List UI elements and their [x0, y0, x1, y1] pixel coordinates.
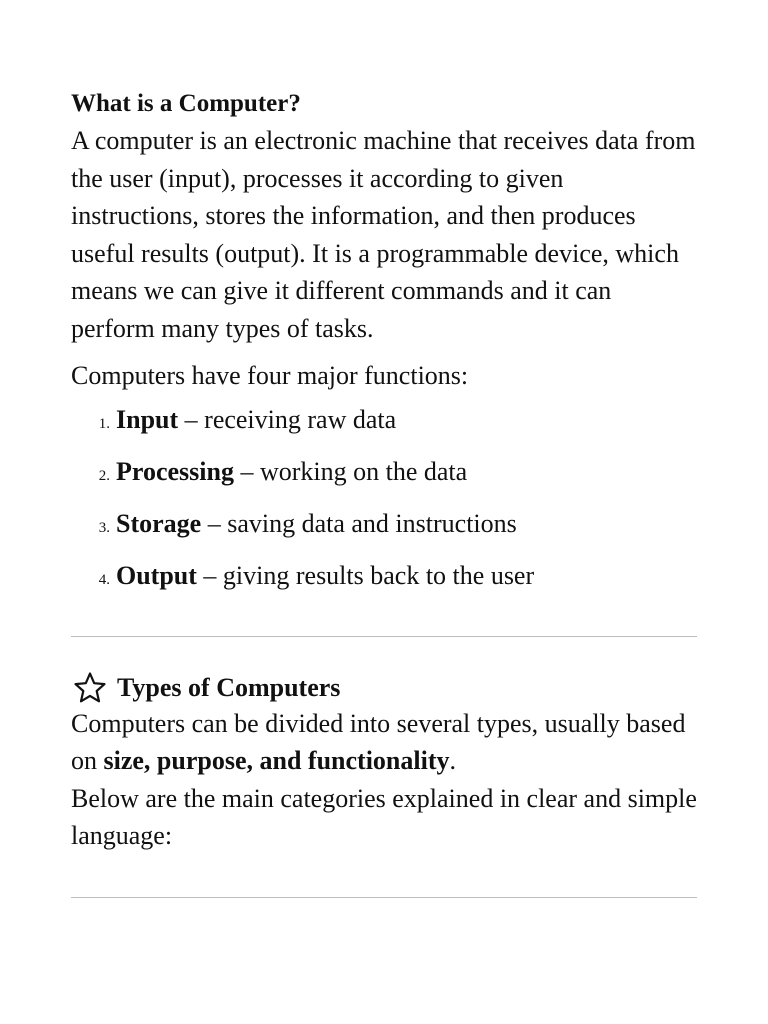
function-term: Storage — [116, 509, 202, 539]
function-description: – receiving raw data — [178, 405, 397, 435]
star-icon — [73, 671, 107, 705]
types-categories-paragraph: Below are the main categories explained in clear and simple language: — [71, 783, 697, 851]
types-intro-end: . — [449, 746, 456, 776]
function-description: – saving data and instructions — [201, 509, 517, 539]
list-number: 4. — [98, 572, 110, 589]
list-item — [71, 557, 697, 600]
functions-intro: Computers have four major functions: — [71, 360, 469, 390]
function-term: Processing — [116, 457, 234, 487]
function-term: Input — [116, 405, 179, 435]
types-intro-bold: size, purpose, and functionality — [103, 746, 450, 776]
list-item — [71, 505, 697, 548]
types-intro-paragraph — [71, 705, 697, 780]
function-description: – giving results back to the user — [196, 561, 535, 591]
list-number: 2. — [98, 468, 110, 485]
list-item — [71, 453, 697, 496]
computer-definition-paragraph: A computer is an electronic machine that receives data from the user (input), processes it according to given instructions, stores the information, and then produces useful results (output). It is a programmable device, which means we can give it different commands and it can perform many types of tasks. — [71, 126, 696, 343]
function-term: Output — [116, 561, 197, 591]
list-item — [71, 401, 697, 444]
function-description: – working on the data — [233, 457, 468, 487]
section-divider — [71, 636, 697, 637]
section-divider — [71, 897, 697, 898]
section-title: Types of Computers — [117, 672, 341, 702]
list-number: 3. — [98, 520, 110, 537]
section-heading-what-is-computer: What is a Computer? — [71, 90, 301, 117]
types-intro-text: Computers can be divided into several types, usually based on — [71, 708, 686, 776]
functions-list — [71, 401, 697, 600]
list-number: 1. — [98, 416, 110, 433]
section-heading-types — [71, 671, 697, 705]
